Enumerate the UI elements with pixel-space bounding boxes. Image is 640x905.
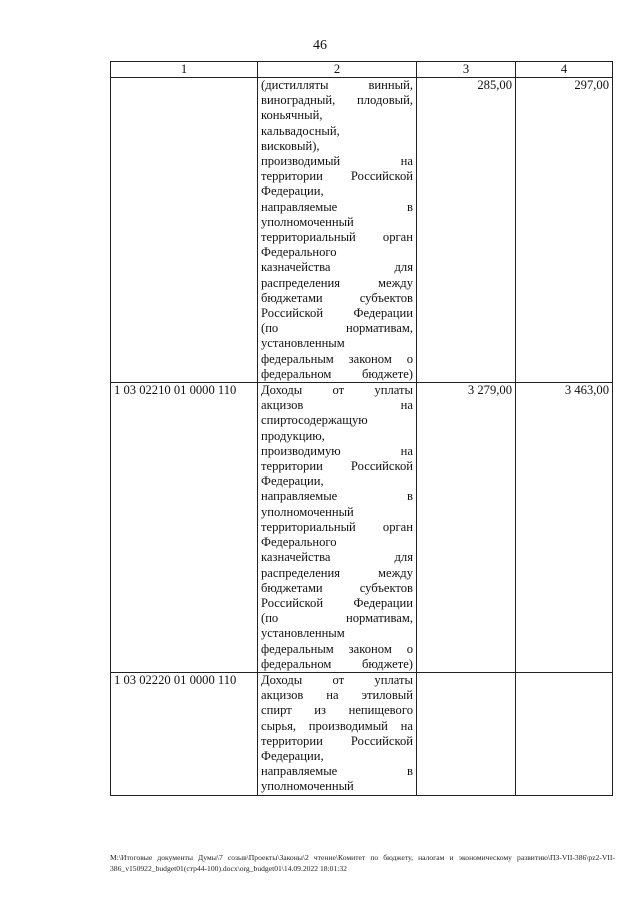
column-header-1: 1 <box>111 62 258 78</box>
description-line: коньячный, <box>261 108 323 123</box>
description-line: спирт из непищевого <box>261 703 413 718</box>
table-row <box>111 383 613 673</box>
value-column-4: 3 463,00 <box>516 383 613 673</box>
column-header-3: 3 <box>417 62 516 78</box>
description-line: территории Российской <box>261 733 413 748</box>
page-number: 46 <box>313 38 327 53</box>
column-header-4: 4 <box>516 62 613 78</box>
description-line: установленным <box>261 336 345 351</box>
description-line: федеральном бюджете) <box>261 366 413 381</box>
file-path-footer: M:\Итоговые документы Думы\7 созыв\Проекты\Законы\2 чтение\Комитет по бюджету, налогам и экономическому развитию\ПЗ-VII-386\pz2-VII-386_v150922_budget01(стр44-100).docx\org_budget01\14.09.2022 18:01:32 <box>110 853 615 873</box>
description-cell <box>258 383 417 673</box>
description-line: бюджетами субъектов <box>261 290 413 305</box>
value-column-3: 285,00 <box>417 78 516 383</box>
description-line: территориальный орган <box>261 519 413 534</box>
description-line: распределения между <box>261 275 413 290</box>
description-line: продукцию, <box>261 428 325 443</box>
description-cell <box>258 672 417 795</box>
description-line: направляемые в <box>261 764 413 779</box>
description-line: спиртосодержащую <box>261 413 368 428</box>
description-line: (по нормативам, <box>261 611 413 626</box>
description-line: Российской Федерации <box>261 306 413 321</box>
value-column-3: 3 279,00 <box>417 383 516 673</box>
description-line: Федерации, <box>261 748 324 763</box>
value-column-3 <box>417 672 516 795</box>
value-column-4: 297,00 <box>516 78 613 383</box>
description-line: (по нормативам, <box>261 321 413 336</box>
description-line: акцизов на этиловый <box>261 688 413 703</box>
description-line: акцизов на <box>261 398 413 413</box>
budget-code-cell <box>111 78 258 383</box>
description-line: уполномоченный <box>261 214 354 229</box>
table-body <box>111 78 613 796</box>
description-line: федеральным законом о <box>261 351 413 366</box>
description-line: сырья, производимый на <box>261 718 413 733</box>
budget-code-cell: 1 03 02220 01 0000 110 <box>111 672 258 795</box>
table-row <box>111 672 613 795</box>
description-line: бюджетами субъектов <box>261 580 413 595</box>
budget-code-cell: 1 03 02210 01 0000 110 <box>111 383 258 673</box>
description-line: Федерального <box>261 245 337 260</box>
description-line: производимый на <box>261 154 413 169</box>
table-header-row <box>111 62 613 78</box>
description-line: Российской Федерации <box>261 595 413 610</box>
description-line: Доходы от уплаты <box>261 383 413 398</box>
description-line: федеральном бюджете) <box>261 656 413 671</box>
description-line: территории Российской <box>261 459 413 474</box>
description-line: Федерации, <box>261 184 324 199</box>
description-line: направляемые в <box>261 489 413 504</box>
table-row <box>111 78 613 383</box>
description-cell <box>258 78 417 383</box>
description-line: (дистилляты винный, <box>261 78 413 92</box>
budget-table <box>110 61 613 796</box>
description-line: направляемые в <box>261 199 413 214</box>
description-line: уполномоченный <box>261 779 354 794</box>
description-line: уполномоченный <box>261 504 354 519</box>
description-line: территориальный орган <box>261 230 413 245</box>
description-line: распределения между <box>261 565 413 580</box>
column-header-2: 2 <box>258 62 417 78</box>
description-line: виноградный, плодовый, <box>261 93 413 108</box>
value-column-4 <box>516 672 613 795</box>
description-line: Федерального <box>261 535 337 550</box>
description-line: Федерации, <box>261 474 324 489</box>
description-line: Доходы от уплаты <box>261 672 413 687</box>
description-line: висковый), <box>261 138 320 153</box>
description-line: казначейства для <box>261 260 413 275</box>
description-line: кальвадосный, <box>261 123 340 138</box>
description-line: территории Российской <box>261 169 413 184</box>
description-line: федеральным законом о <box>261 641 413 656</box>
description-line: казначейства для <box>261 550 413 565</box>
description-line: производимую на <box>261 443 413 458</box>
description-line: установленным <box>261 626 345 641</box>
